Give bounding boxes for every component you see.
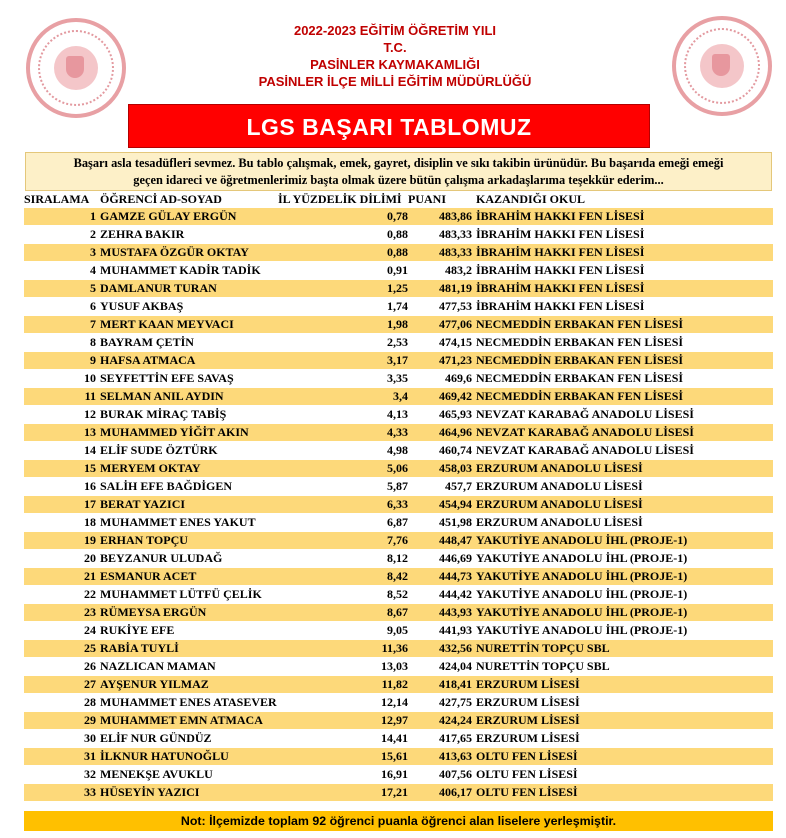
- page-title: LGS BAŞARI TABLOMUZ: [128, 104, 650, 148]
- rank-cell: 5: [24, 280, 100, 298]
- school-cell: NURETTİN TOPÇU SBL: [476, 658, 773, 676]
- table-row: [24, 514, 773, 532]
- score-cell: 474,15: [408, 334, 476, 352]
- rank-cell: 30: [24, 730, 100, 748]
- table-row: [24, 730, 773, 748]
- score-cell: 471,23: [408, 352, 476, 370]
- score-cell: 427,75: [408, 694, 476, 712]
- name-cell: MUSTAFA ÖZGÜR OKTAY: [100, 244, 278, 262]
- table-header-row: [24, 191, 773, 208]
- name-cell: ERHAN TOPÇU: [100, 532, 278, 550]
- score-cell: 483,33: [408, 244, 476, 262]
- table-row: [24, 712, 773, 730]
- rank-cell: 24: [24, 622, 100, 640]
- intro-message: [25, 152, 772, 191]
- results-table: [24, 191, 773, 802]
- rank-cell: 22: [24, 586, 100, 604]
- school-cell: NECMEDDİN ERBAKAN FEN LİSESİ: [476, 388, 773, 406]
- table-row: [24, 388, 773, 406]
- table-row: [24, 352, 773, 370]
- name-cell: SALİH EFE BAĞDİGEN: [100, 478, 278, 496]
- table-row: [24, 496, 773, 514]
- school-cell: ERZURUM ANADOLU LİSESİ: [476, 496, 773, 514]
- percentile-cell: 4,13: [278, 406, 408, 424]
- table-row: [24, 622, 773, 640]
- name-cell: HÜSEYİN YAZICI: [100, 784, 278, 802]
- score-cell: 407,56: [408, 766, 476, 784]
- school-cell: İBRAHİM HAKKI FEN LİSESİ: [476, 244, 773, 262]
- name-cell: SEYFETTİN EFE SAVAŞ: [100, 370, 278, 388]
- rank-cell: 26: [24, 658, 100, 676]
- table-row: [24, 478, 773, 496]
- name-cell: RÜMEYSA ERGÜN: [100, 604, 278, 622]
- table-row: [24, 424, 773, 442]
- school-cell: NEVZAT KARABAĞ ANADOLU LİSESİ: [476, 442, 773, 460]
- name-cell: ESMANUR ACET: [100, 568, 278, 586]
- school-cell: İBRAHİM HAKKI FEN LİSESİ: [476, 298, 773, 316]
- pasinler-kaymakamligi-seal: [26, 18, 126, 118]
- percentile-cell: 0,88: [278, 244, 408, 262]
- score-cell: 460,74: [408, 442, 476, 460]
- name-cell: BEYZANUR ULUDAĞ: [100, 550, 278, 568]
- percentile-cell: 3,35: [278, 370, 408, 388]
- table-row: [24, 298, 773, 316]
- percentile-cell: 6,33: [278, 496, 408, 514]
- table-row: [24, 784, 773, 802]
- school-cell: YAKUTİYE ANADOLU İHL (PROJE-1): [476, 622, 773, 640]
- percentile-cell: 4,98: [278, 442, 408, 460]
- table-row: [24, 604, 773, 622]
- score-cell: 483,86: [408, 208, 476, 226]
- percentile-cell: 12,14: [278, 694, 408, 712]
- meb-seal: [672, 16, 772, 116]
- results-body: [24, 208, 773, 802]
- score-cell: 465,93: [408, 406, 476, 424]
- school-cell: İBRAHİM HAKKI FEN LİSESİ: [476, 226, 773, 244]
- table-row: [24, 442, 773, 460]
- percentile-cell: 9,05: [278, 622, 408, 640]
- header-percentile: İL YÜZDELİK DİLİMİ: [278, 191, 408, 208]
- percentile-cell: 4,33: [278, 424, 408, 442]
- name-cell: GAMZE GÜLAY ERGÜN: [100, 208, 278, 226]
- score-cell: 481,19: [408, 280, 476, 298]
- school-cell: ERZURUM LİSESİ: [476, 712, 773, 730]
- table-row: [24, 226, 773, 244]
- rank-cell: 20: [24, 550, 100, 568]
- school-cell: NECMEDDİN ERBAKAN FEN LİSESİ: [476, 352, 773, 370]
- table-row: [24, 532, 773, 550]
- name-cell: ELİF NUR GÜNDÜZ: [100, 730, 278, 748]
- name-cell: MUHAMMET KADİR TADİK: [100, 262, 278, 280]
- name-cell: AYŞENUR YILMAZ: [100, 676, 278, 694]
- score-cell: 441,93: [408, 622, 476, 640]
- rank-cell: 29: [24, 712, 100, 730]
- school-cell: NURETTİN TOPÇU SBL: [476, 640, 773, 658]
- school-cell: ERZURUM LİSESİ: [476, 730, 773, 748]
- score-cell: 424,04: [408, 658, 476, 676]
- percentile-cell: 8,52: [278, 586, 408, 604]
- score-cell: 464,96: [408, 424, 476, 442]
- school-cell: OLTU FEN LİSESİ: [476, 748, 773, 766]
- name-cell: RABİA TUYLİ: [100, 640, 278, 658]
- school-cell: NECMEDDİN ERBAKAN FEN LİSESİ: [476, 334, 773, 352]
- rank-cell: 8: [24, 334, 100, 352]
- rank-cell: 1: [24, 208, 100, 226]
- rank-cell: 11: [24, 388, 100, 406]
- name-cell: NAZLICAN MAMAN: [100, 658, 278, 676]
- percentile-cell: 13,03: [278, 658, 408, 676]
- score-cell: 406,17: [408, 784, 476, 802]
- table-row: [24, 280, 773, 298]
- school-cell: ERZURUM LİSESİ: [476, 676, 773, 694]
- score-cell: 469,6: [408, 370, 476, 388]
- table-row: [24, 586, 773, 604]
- school-cell: İBRAHİM HAKKI FEN LİSESİ: [476, 262, 773, 280]
- rank-cell: 9: [24, 352, 100, 370]
- school-cell: ERZURUM ANADOLU LİSESİ: [476, 514, 773, 532]
- percentile-cell: 1,25: [278, 280, 408, 298]
- table-row: [24, 244, 773, 262]
- name-cell: BURAK MİRAÇ TABİŞ: [100, 406, 278, 424]
- percentile-cell: 15,61: [278, 748, 408, 766]
- school-cell: OLTU FEN LİSESİ: [476, 766, 773, 784]
- school-cell: NECMEDDİN ERBAKAN FEN LİSESİ: [476, 316, 773, 334]
- table-row: [24, 676, 773, 694]
- rank-cell: 15: [24, 460, 100, 478]
- name-cell: MERT KAAN MEYVACI: [100, 316, 278, 334]
- rank-cell: 2: [24, 226, 100, 244]
- rank-cell: 12: [24, 406, 100, 424]
- table-row: [24, 370, 773, 388]
- rank-cell: 19: [24, 532, 100, 550]
- table-row: [24, 460, 773, 478]
- rank-cell: 14: [24, 442, 100, 460]
- table-row: [24, 334, 773, 352]
- school-cell: İBRAHİM HAKKI FEN LİSESİ: [476, 280, 773, 298]
- score-cell: 448,47: [408, 532, 476, 550]
- school-cell: OLTU FEN LİSESİ: [476, 784, 773, 802]
- header-rank: SIRALAMA: [24, 191, 100, 208]
- percentile-cell: 8,42: [278, 568, 408, 586]
- score-cell: 457,7: [408, 478, 476, 496]
- score-cell: 483,2: [408, 262, 476, 280]
- name-cell: MENEKŞE AVUKLU: [100, 766, 278, 784]
- score-cell: 444,42: [408, 586, 476, 604]
- rank-cell: 17: [24, 496, 100, 514]
- school-cell: ERZURUM LİSESİ: [476, 694, 773, 712]
- name-cell: SELMAN ANIL AYDIN: [100, 388, 278, 406]
- school-cell: YAKUTİYE ANADOLU İHL (PROJE-1): [476, 568, 773, 586]
- score-cell: 424,24: [408, 712, 476, 730]
- score-cell: 458,03: [408, 460, 476, 478]
- percentile-cell: 1,98: [278, 316, 408, 334]
- school-cell: İBRAHİM HAKKI FEN LİSESİ: [476, 208, 773, 226]
- header-kaymakamlik: PASİNLER KAYMAKAMLIĞI: [310, 57, 480, 72]
- rank-cell: 33: [24, 784, 100, 802]
- name-cell: MUHAMMED YİĞİT AKIN: [100, 424, 278, 442]
- name-cell: ZEHRA BAKIR: [100, 226, 278, 244]
- rank-cell: 7: [24, 316, 100, 334]
- school-cell: YAKUTİYE ANADOLU İHL (PROJE-1): [476, 550, 773, 568]
- name-cell: MERYEM OKTAY: [100, 460, 278, 478]
- percentile-cell: 14,41: [278, 730, 408, 748]
- percentile-cell: 0,91: [278, 262, 408, 280]
- percentile-cell: 8,12: [278, 550, 408, 568]
- percentile-cell: 7,76: [278, 532, 408, 550]
- percentile-cell: 17,21: [278, 784, 408, 802]
- name-cell: MUHAMMET EMN ATMACA: [100, 712, 278, 730]
- rank-cell: 3: [24, 244, 100, 262]
- table-row: [24, 640, 773, 658]
- name-cell: ELİF SUDE ÖZTÜRK: [100, 442, 278, 460]
- rank-cell: 16: [24, 478, 100, 496]
- header-academic-year: 2022-2023 EĞİTİM ÖĞRETİM YILI: [293, 23, 497, 38]
- score-cell: 483,33: [408, 226, 476, 244]
- table-row: [24, 262, 773, 280]
- percentile-cell: 12,97: [278, 712, 408, 730]
- table-row: [24, 748, 773, 766]
- score-cell: 444,73: [408, 568, 476, 586]
- percentile-cell: 2,53: [278, 334, 408, 352]
- intro-line-1: Başarı asla tesadüfleri sevmez. Bu tablo çalışmak, emek, gayret, disiplin ve sıkı takibin ürünüdür. Bu başarıda emeği emeği: [73, 156, 724, 170]
- school-cell: NEVZAT KARABAĞ ANADOLU LİSESİ: [476, 424, 773, 442]
- school-cell: YAKUTİYE ANADOLU İHL (PROJE-1): [476, 604, 773, 622]
- percentile-cell: 3,17: [278, 352, 408, 370]
- document-header: [150, 22, 640, 90]
- table-row: [24, 658, 773, 676]
- score-cell: 469,42: [408, 388, 476, 406]
- name-cell: BAYRAM ÇETİN: [100, 334, 278, 352]
- percentile-cell: 5,87: [278, 478, 408, 496]
- name-cell: İLKNUR HATUNOĞLU: [100, 748, 278, 766]
- name-cell: YUSUF AKBAŞ: [100, 298, 278, 316]
- percentile-cell: 0,78: [278, 208, 408, 226]
- score-cell: 417,65: [408, 730, 476, 748]
- footer-note: Not: İlçemizde toplam 92 öğrenci puanla öğrenci alan liselere yerleşmiştir.: [24, 811, 773, 831]
- percentile-cell: 11,82: [278, 676, 408, 694]
- score-cell: 454,94: [408, 496, 476, 514]
- percentile-cell: 16,91: [278, 766, 408, 784]
- name-cell: BERAT YAZICI: [100, 496, 278, 514]
- score-cell: 443,93: [408, 604, 476, 622]
- name-cell: MUHAMMET ENES YAKUT: [100, 514, 278, 532]
- percentile-cell: 3,4: [278, 388, 408, 406]
- rank-cell: 31: [24, 748, 100, 766]
- table-row: [24, 568, 773, 586]
- header-name: ÖĞRENCİ AD-SOYAD: [100, 191, 278, 208]
- score-cell: 477,06: [408, 316, 476, 334]
- name-cell: DAMLANUR TURAN: [100, 280, 278, 298]
- rank-cell: 13: [24, 424, 100, 442]
- school-cell: ERZURUM ANADOLU LİSESİ: [476, 478, 773, 496]
- rank-cell: 21: [24, 568, 100, 586]
- header-score: PUANI: [408, 191, 476, 208]
- name-cell: MUHAMMET ENES ATASEVER: [100, 694, 278, 712]
- percentile-cell: 1,74: [278, 298, 408, 316]
- header-tc: T.C.: [383, 40, 407, 55]
- percentile-cell: 8,67: [278, 604, 408, 622]
- percentile-cell: 0,88: [278, 226, 408, 244]
- name-cell: HAFSA ATMACA: [100, 352, 278, 370]
- header-directorate: PASİNLER İLÇE MİLLİ EĞİTİM MÜDÜRLÜĞÜ: [258, 74, 532, 89]
- rank-cell: 28: [24, 694, 100, 712]
- rank-cell: 25: [24, 640, 100, 658]
- school-cell: YAKUTİYE ANADOLU İHL (PROJE-1): [476, 532, 773, 550]
- intro-line-2: geçen idareci ve öğretmenlerimiz başta olmak üzere bütün çalışma arkadaşlarıma teşekkür ederim...: [133, 173, 664, 187]
- school-cell: YAKUTİYE ANADOLU İHL (PROJE-1): [476, 586, 773, 604]
- score-cell: 432,56: [408, 640, 476, 658]
- table-row: [24, 406, 773, 424]
- school-cell: NECMEDDİN ERBAKAN FEN LİSESİ: [476, 370, 773, 388]
- name-cell: RUKİYE EFE: [100, 622, 278, 640]
- rank-cell: 6: [24, 298, 100, 316]
- school-cell: ERZURUM ANADOLU LİSESİ: [476, 460, 773, 478]
- score-cell: 477,53: [408, 298, 476, 316]
- table-row: [24, 766, 773, 784]
- score-cell: 446,69: [408, 550, 476, 568]
- header-school: KAZANDIĞI OKUL: [476, 191, 773, 208]
- table-row: [24, 316, 773, 334]
- rank-cell: 23: [24, 604, 100, 622]
- name-cell: MUHAMMET LÜTFÜ ÇELİK: [100, 586, 278, 604]
- percentile-cell: 6,87: [278, 514, 408, 532]
- rank-cell: 4: [24, 262, 100, 280]
- school-cell: NEVZAT KARABAĞ ANADOLU LİSESİ: [476, 406, 773, 424]
- rank-cell: 10: [24, 370, 100, 388]
- percentile-cell: 11,36: [278, 640, 408, 658]
- score-cell: 451,98: [408, 514, 476, 532]
- rank-cell: 27: [24, 676, 100, 694]
- score-cell: 413,63: [408, 748, 476, 766]
- table-row: [24, 550, 773, 568]
- table-row: [24, 208, 773, 226]
- rank-cell: 18: [24, 514, 100, 532]
- score-cell: 418,41: [408, 676, 476, 694]
- percentile-cell: 5,06: [278, 460, 408, 478]
- table-row: [24, 694, 773, 712]
- rank-cell: 32: [24, 766, 100, 784]
